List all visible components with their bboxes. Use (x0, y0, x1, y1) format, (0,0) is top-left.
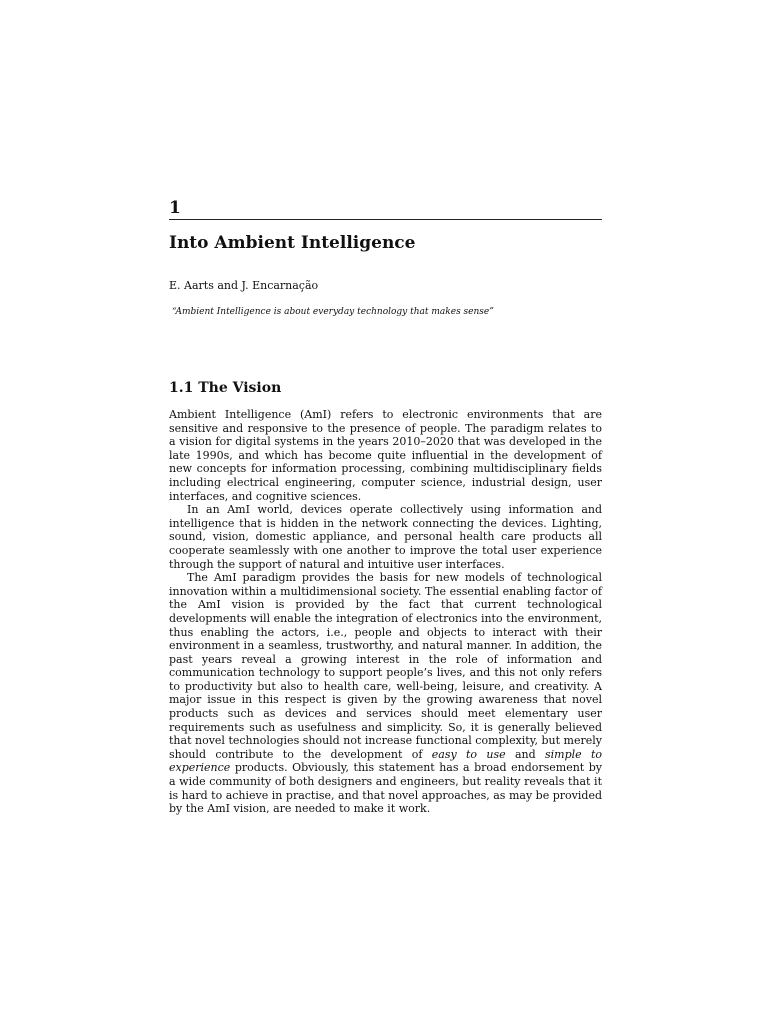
paragraph (169, 571, 602, 816)
epigraph: “Ambient Intelligence is about everyday technology that makes sense” (172, 307, 494, 317)
paragraph: In an AmI world, devices operate collectively using information and intelligence that is hidden in the network connecting the devices. Lighting, sound, vision, domestic appliance, and personal health care products all cooperate seamlessly with one another to improve the total user experience through the support of natural and intuitive user interfaces. (169, 503, 602, 571)
emphasis-easy-to-use: easy to use (431, 747, 506, 761)
paragraph-text: products. Obviously, this statement has a broad endorsement by a wide community of both designers and engineers, but reality reveals that it is hard to achieve in practise, and that novel approaches, as may be provided by the AmI vision, are needed to make it work. (169, 761, 602, 816)
chapter-rule (169, 219, 602, 220)
authors: E. Aarts and J. Encarnação (169, 279, 319, 292)
paragraph-text: The AmI paradigm provides the basis for new models of technological innovation within a multidimensional society. The essential enabling factor of the AmI vision is provided by the fact that current technological developments will enable the integration of electronics into the environment, thus enabling the actors, i.e., people and objects to interact with their environment in a seamless, trustworthy, and natural manner. In addition, the past years reveal a growing interest in the role of information and communication technology to support people’s lives, and this not only refers to productivity but also to health care, well-being, leisure, and creativity. A major issue in this respect is given by the growing awareness that novel products such as devices and services should meet elementary user requirements such as usefulness and simplicity. So, it is generally believed that novel technologies should not increase functional complexity, but merely should contribute to the development of (169, 571, 602, 761)
section-heading: 1.1 The Vision (169, 380, 282, 396)
emphasis-simple-to-experience: simple to experience (169, 747, 603, 775)
paragraph-text: and (505, 747, 545, 761)
paragraph: Ambient Intelligence (AmI) refers to electronic environments that are sensitive and responsive to the presence of people. The paradigm relates to a vision for digital systems in the years 2010–2020 that was developed in the late 1990s, and which has become quite influential in the development of new concepts for information processing, combining multidisciplinary fields including electrical engineering, computer science, industrial design, user interfaces, and cognitive sciences. (169, 408, 602, 503)
chapter-title: Into Ambient Intelligence (169, 233, 416, 253)
section-body (169, 408, 602, 816)
chapter-number: 1 (169, 198, 181, 218)
